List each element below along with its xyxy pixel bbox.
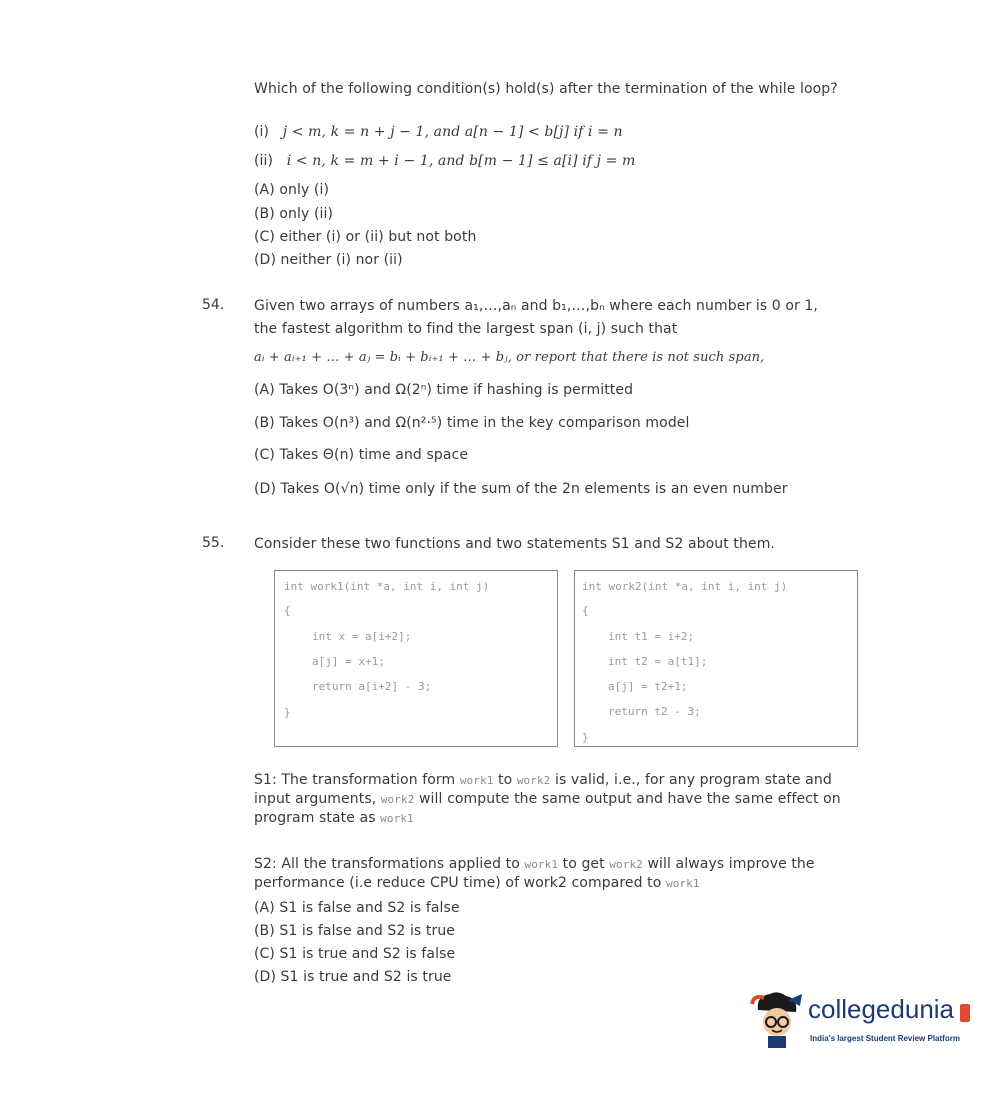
q53-stem: Which of the following condition(s) hold(s) after the termination of the while loop? [254,81,838,97]
work2-line3: a[j] = t2+1; [608,680,688,693]
s1-code-work1: work1 [459,774,494,787]
logo-tagline: India's largest Student Review Platform [810,1034,960,1043]
s1-text-b: to [493,772,517,788]
s2-text-a: S2: All the transformations applied to [254,856,525,872]
s1-text-c: is valid, i.e., for any program state and input arguments, [254,772,832,807]
s1-text-a: S1: The transformation form [254,772,460,788]
q54-stem-line2: the fastest algorithm to find the largest span (i, j) such that [254,321,678,337]
q53-option-c: (C) either (i) or (ii) but not both [254,229,477,245]
q55-option-b: (B) S1 is false and S2 is true [254,923,456,939]
q53-condition-i [254,123,623,141]
s2-text-c: will always improve the performance (i.e reduce CPU time) of work2 compared to [254,856,815,891]
work2-line2: int t2 = a[t1]; [608,655,708,668]
work1-open-brace: { [284,604,291,617]
q54-option-d: (D) Takes O(√n) time only if the sum of the 2n elements is an even number [254,481,788,497]
q54-equation: aᵢ + aᵢ₊₁ + … + aⱼ = bᵢ + bᵢ₊₁ + … + bⱼ, or report that there is not such span, [254,350,765,365]
work1-signature: int work1(int *a, int i, int j) [284,580,490,593]
work2-signature: int work2(int *a, int i, int j) [582,580,788,593]
q55-statement-s2 [254,855,852,893]
q53-option-a: (A) only (i) [254,182,330,198]
work2-close-brace: } [582,731,589,744]
s1-code-work1-b: work1 [380,812,414,825]
q54-number: 54. [202,297,225,313]
q54-stem-line1: Given two arrays of numbers a₁,…,aₙ and b₁,…,bₙ where each number is 0 or 1, [254,298,818,314]
q53-condition-ii-text: i < n, k = m + i − 1, and b[m − 1] ≤ a[i] if j = m [286,153,636,169]
s2-code-work2: work2 [609,858,643,871]
work1-close-brace: } [284,706,291,719]
work1-line1: int x = a[i+2]; [312,630,412,643]
s2-text-b: to get [558,856,610,872]
student-mascot-icon [748,990,808,1052]
q55-option-a: (A) S1 is false and S2 is false [254,900,460,916]
work2-line1: int t1 = i+2; [608,630,695,643]
logo-wordmark: collegedunia [808,994,955,1024]
q55-stem: Consider these two functions and two statements S1 and S2 about them. [254,536,775,552]
q53-condition-i-text: j < m, k = n + j − 1, and a[n − 1] < b[j] if i = n [282,124,623,140]
work1-line3: return a[i+2] - 3; [312,680,432,693]
s2-code-work1: work1 [524,858,559,871]
q53-condition-ii-label: (ii) [254,153,274,169]
q53-condition-i-label: (i) [254,124,270,140]
q53-option-b: (B) only (ii) [254,206,334,222]
q55-number: 55. [202,535,225,551]
collegedunia-logo [748,990,978,1052]
work2-open-brace: { [582,604,589,617]
q53-condition-ii [254,152,635,170]
s1-code-work2: work2 [516,774,551,787]
s1-code-work2-b: work2 [380,793,415,806]
s1-text-d: will compute the same output and have the same effect on program state as [254,791,841,826]
s2-code-work1-b: work1 [665,877,700,890]
q54-option-b: (B) Takes O(n³) and Ω(n²·⁵) time in the key comparison model [254,415,690,431]
work1-line2: a[j] = x+1; [312,655,385,668]
logo-com-badge [960,1004,970,1022]
q54-option-a: (A) Takes O(3ⁿ) and Ω(2ⁿ) time if hashing is permitted [254,382,634,398]
work2-line4: return t2 - 3; [608,705,701,718]
q55-statement-s1 [254,771,852,828]
q54-option-c: (C) Takes Θ(n) time and space [254,447,469,463]
q55-option-c: (C) S1 is true and S2 is false [254,946,456,962]
q53-option-d: (D) neither (i) nor (ii) [254,252,403,268]
q55-option-d: (D) S1 is true and S2 is true [254,969,452,985]
